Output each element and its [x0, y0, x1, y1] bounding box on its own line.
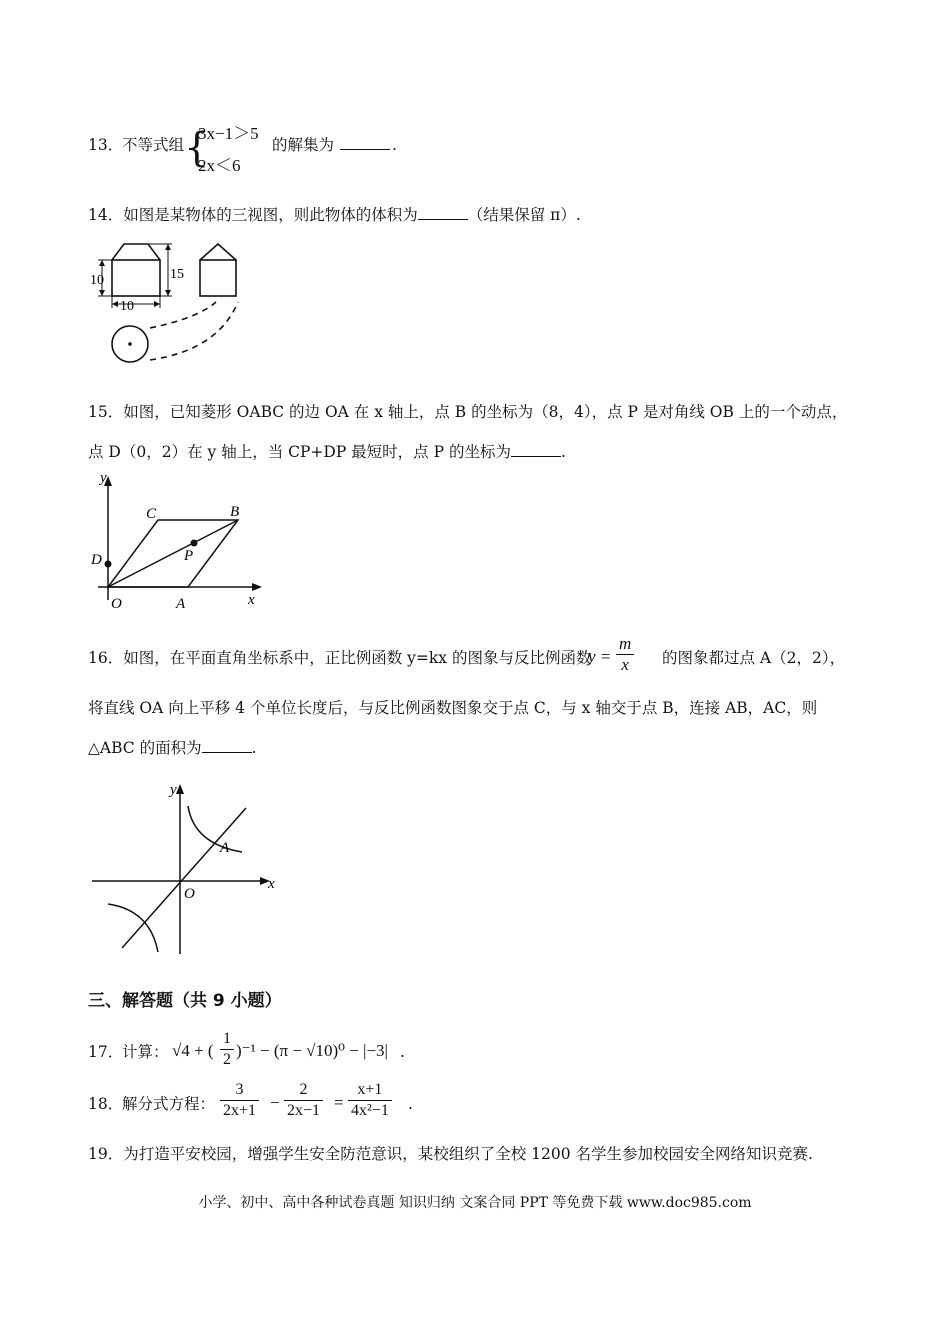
question-19 [88, 1144, 813, 1164]
frac-numerator: 2 [284, 1080, 323, 1101]
rhombus-figure [88, 470, 268, 615]
question-number: 15． [88, 403, 124, 421]
question-text: （结果保留 π）. [467, 206, 581, 224]
dim-bottom-label: 10 [120, 299, 134, 314]
question-text: 如图是某物体的三视图，则此物体的体积为 [123, 206, 418, 224]
side-roof [200, 244, 236, 260]
frac-numerator: 1 [220, 1029, 234, 1050]
expr-part-2: )⁻¹ − (π − √10)⁰ − |−3| [236, 1041, 388, 1060]
question-16-line1 [88, 648, 591, 668]
label-D: D [91, 552, 102, 568]
frac-lhs: y = [588, 647, 612, 666]
period: . [408, 1095, 413, 1113]
question-number: 18． [88, 1095, 124, 1113]
label-P: P [184, 548, 194, 564]
frac-denominator: 2x+1 [223, 1102, 257, 1119]
hyperbola-branch-2 [108, 904, 158, 952]
dashed-link-2 [150, 302, 238, 360]
x-axis-label: x [248, 592, 255, 608]
line-OA [122, 808, 246, 948]
period: . [392, 136, 397, 154]
question-18 [88, 1082, 488, 1128]
question-number: 13． [88, 136, 124, 154]
answer-blank [418, 205, 468, 220]
x-axis-label: x [268, 876, 275, 892]
question-text: △ABC 的面积为 [88, 739, 202, 757]
diagonal-OB [108, 520, 238, 587]
inequality-1: 3x−1＞5 [198, 124, 259, 143]
question-16-line1-end [662, 648, 845, 668]
y-axis-label: y [100, 470, 107, 486]
question-text: 点 D（0，2）在 y 轴上，当 CP+DP 最短时，点 P 的坐标为 [88, 443, 511, 461]
dim-left-label: 10 [90, 273, 104, 288]
question-text: 将直线 OA 向上平移 4 个单位长度后，与反比例函数图象交于点 C，与 x 轴交于点 B，连接 AB，AC，则 [88, 699, 818, 717]
equals-sign: = [334, 1093, 344, 1112]
label-B: B [230, 504, 240, 520]
label-O: O [184, 886, 195, 902]
dim-right-label: 15 [170, 267, 184, 282]
point-D [105, 561, 112, 568]
question-text: 如图，在平面直角坐标系中，正比例函数 y=kx 的图象与反比例函数 [123, 649, 592, 667]
label-O: O [111, 596, 122, 612]
question-17 [88, 1030, 488, 1076]
period: . [251, 739, 257, 757]
question-14 [88, 205, 581, 225]
question-text: 不等式组 [122, 136, 185, 154]
three-view-figure [88, 238, 258, 370]
page-footer: 小学、初中、高中各种试卷真题 知识归纳 文案合同 PPT 等免费下载 www.doc985.com [198, 1195, 752, 1211]
question-text: 计算： [122, 1043, 169, 1061]
answer-blank [511, 442, 561, 457]
question-number: 14． [88, 206, 124, 224]
frac-numerator: m [616, 634, 634, 655]
front-roof [112, 244, 160, 260]
question-text: 为打造平安校园，增强学生安全防范意识，某校组织了全校 1200 名学生参加校园安全网络知识竞赛. [123, 1145, 813, 1163]
front-body [112, 260, 160, 296]
function-graph-figure [88, 778, 288, 956]
question-number: 16． [88, 649, 124, 667]
question-text: 的解集为 [272, 136, 335, 154]
question-16-line2 [88, 698, 817, 718]
frac-numerator: x+1 [348, 1080, 392, 1101]
question-text: 的图象都过点 A（2，2）， [662, 649, 846, 667]
frac-denominator: 2 [223, 1051, 231, 1068]
answer-blank [202, 738, 252, 753]
hyperbola-branch-1 [188, 806, 242, 852]
question-text: 如图，已知菱形 OABC 的边 OA 在 x 轴上，点 B 的坐标为（8，4），点 P 是对角线 OB 上的一个动点， [123, 403, 848, 421]
question-15-line1 [88, 402, 847, 422]
frac-denominator: 2x−1 [287, 1102, 321, 1119]
question-text: 解分式方程： [122, 1095, 216, 1113]
side-body [200, 260, 236, 296]
period: . [560, 443, 566, 461]
label-C: C [146, 506, 157, 522]
label-A: A [220, 840, 230, 856]
frac-numerator: 3 [220, 1080, 259, 1101]
system-brace: { [184, 125, 210, 171]
question-15-line2 [88, 442, 566, 462]
point-P [191, 540, 198, 547]
period: . [400, 1043, 405, 1061]
circle-center [128, 342, 132, 346]
frac-denominator: 4x²−1 [351, 1102, 389, 1119]
question-16-line3 [88, 738, 257, 758]
question-number: 17． [88, 1043, 124, 1061]
label-A: A [176, 596, 186, 612]
y-axis-label: y [170, 782, 177, 798]
minus-sign: − [270, 1093, 280, 1112]
frac-denominator: x [621, 655, 629, 674]
answer-blank [340, 135, 390, 150]
question-number: 19． [88, 1145, 124, 1163]
expr-part-1: √4 + ( [172, 1041, 214, 1060]
section-heading: 三、解答题（共 9 小题） [88, 991, 282, 1011]
inequality-2: 2x＜6 [198, 156, 241, 175]
